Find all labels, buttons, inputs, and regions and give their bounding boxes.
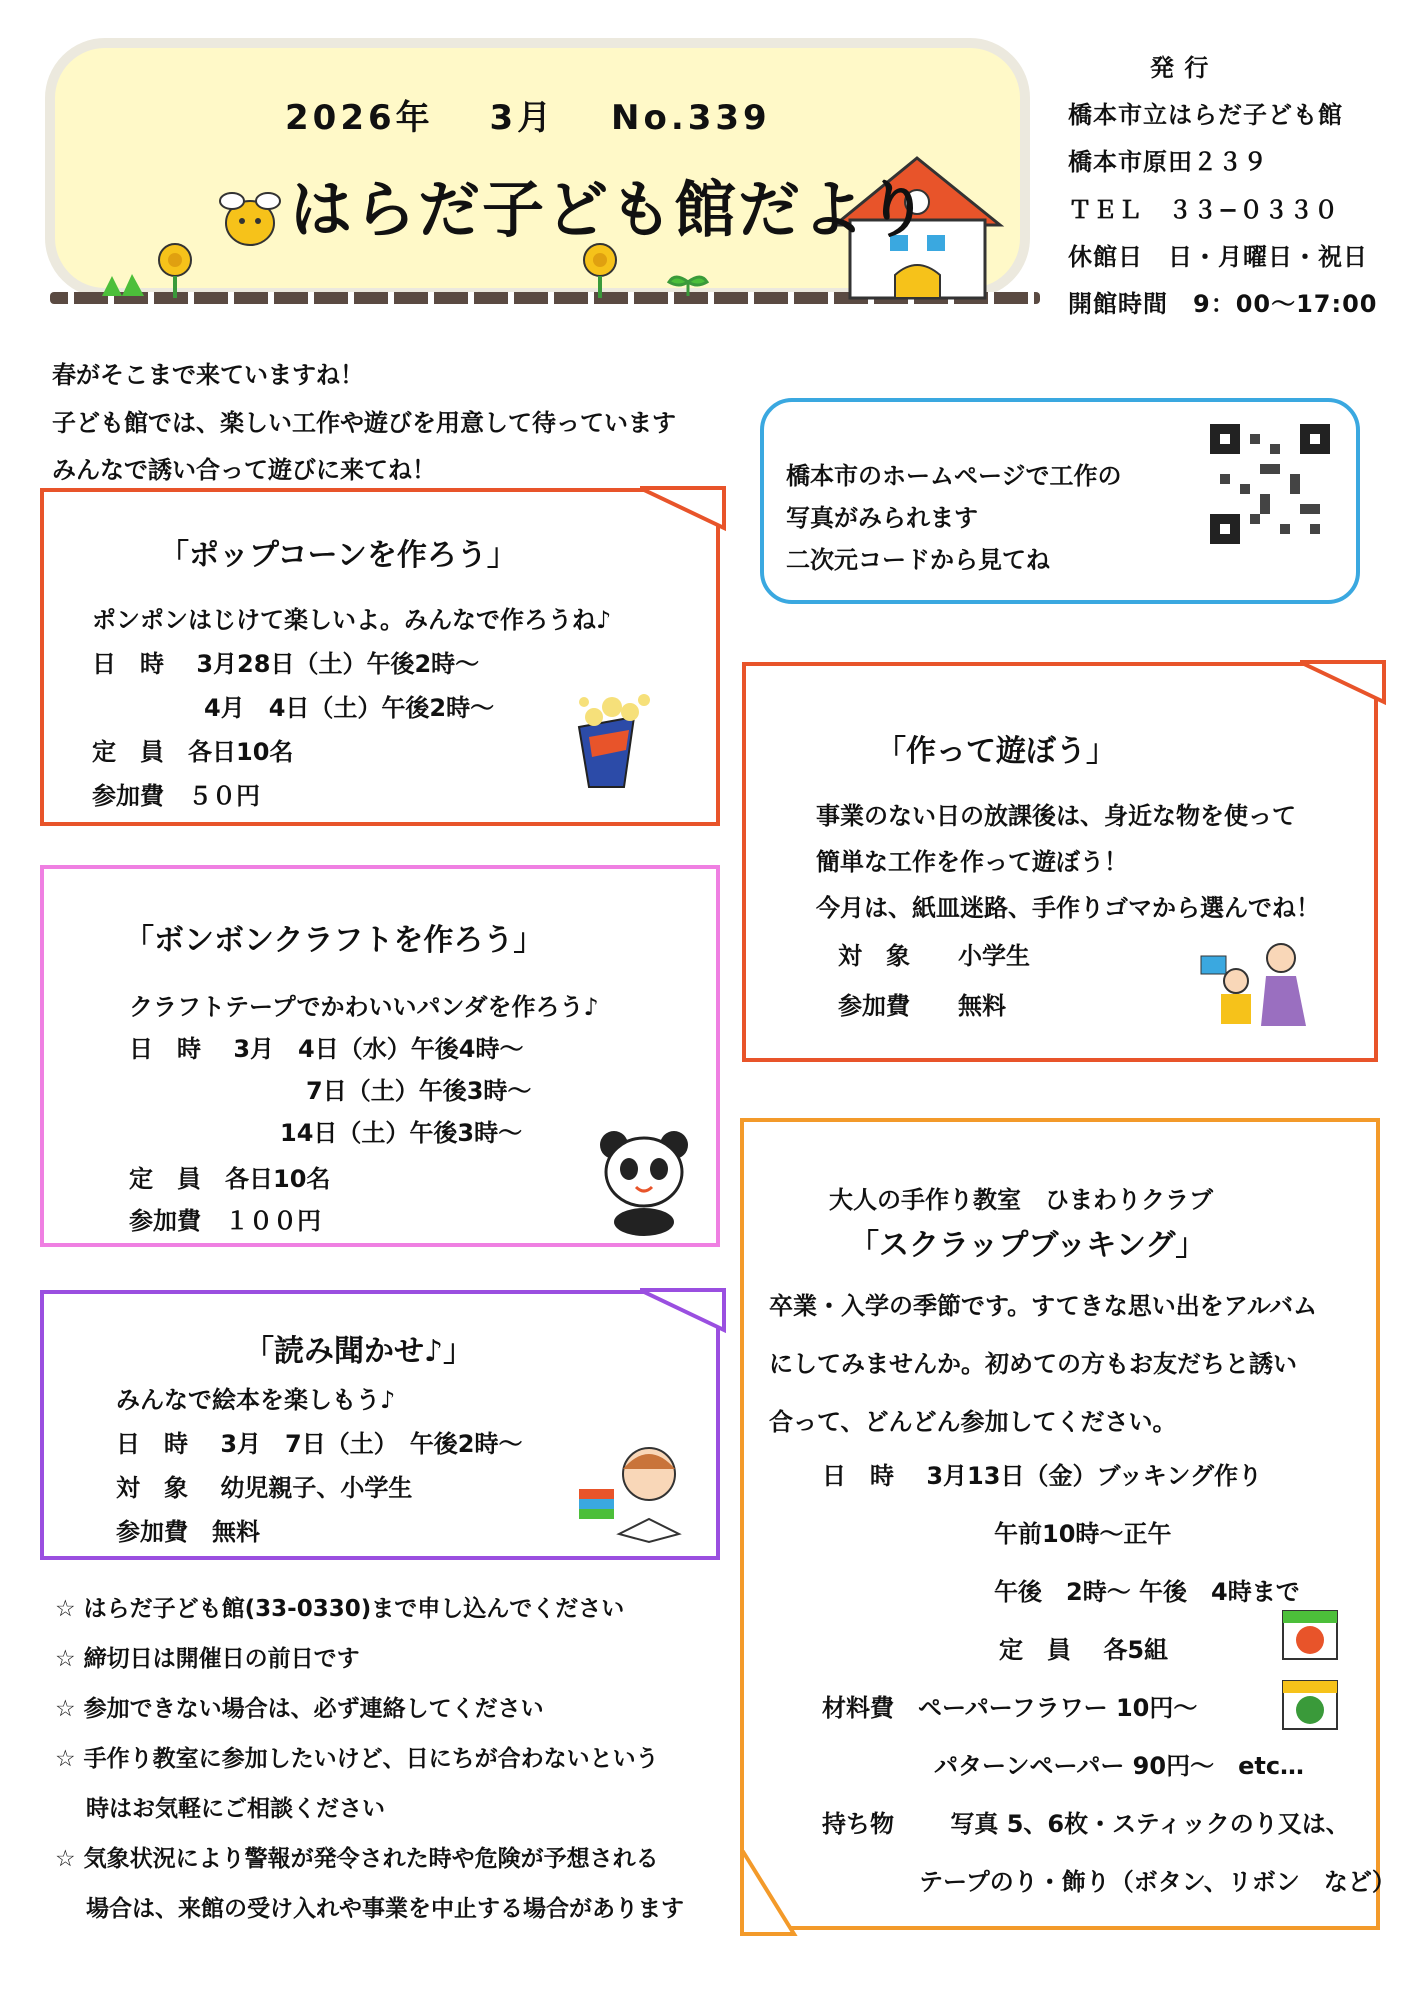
reading-title: 「読み聞かせ♪」 (244, 1334, 474, 1369)
homepage-line: 写真がみられます (786, 504, 978, 532)
sprout-icon (665, 268, 711, 298)
scrapbooking-box (740, 1118, 1396, 1930)
watermelon-sticker-icon (1282, 1680, 1338, 1730)
page-curl-icon (640, 1286, 726, 1334)
reading-target: 対 象 幼児親子、小学生 (116, 1474, 413, 1502)
play-box (742, 662, 1378, 1062)
scrap-capacity: 定 員 各5組 (999, 1636, 1169, 1664)
issue-month: 3月 (489, 98, 556, 138)
bonbon-date: 日 時 3月 4日（水）午後4時〜 (129, 1035, 524, 1063)
note-line: ☆ 手作り教室に参加したいけど、日にちが合わないという (55, 1746, 659, 1772)
note-line: 時はお気軽にご相談ください (55, 1796, 386, 1822)
sprout-icon (100, 268, 146, 298)
popcorn-fee: 参加費 ５０円 (92, 782, 260, 810)
bonbon-date: 7日（土）午後3時〜 (306, 1077, 532, 1105)
reading-desc: みんなで絵本を楽しもう♪ (116, 1386, 396, 1414)
homepage-line: 橋本市のホームページで工作の (786, 462, 1122, 490)
play-line: 事業のない日の放課後は、身近な物を使って (816, 802, 1296, 830)
page-curl-icon (738, 1850, 798, 1936)
reading-date: 日 時 3月 7日（土） 午後2時〜 (116, 1430, 523, 1458)
bee-icon (210, 185, 290, 255)
bonbon-fee: 参加費 １００円 (129, 1207, 321, 1235)
scrap-time: 午前10時〜正午 (994, 1520, 1172, 1548)
scrap-line: にしてみませんか。初めての方もお友だちと誘い (769, 1350, 1297, 1378)
popcorn-title: 「ポップコーンを作ろう」 (159, 538, 517, 573)
scrap-line: 合って、どんどん参加してください。 (769, 1408, 1177, 1436)
publisher-address: 橋本市原田２３９ (1068, 148, 1268, 176)
homepage-line: 二次元コードから見てね (786, 546, 1050, 574)
publisher-tel: ＴＥＬ ３３−０３３０ (1068, 196, 1340, 224)
play-line: 今月は、紙皿迷路、手作りゴマから選んでね！ (816, 894, 1320, 922)
scrap-date: 日 時 3月13日（金）ブッキング作り (822, 1462, 1263, 1490)
intro-line: 子ども館では、楽しい工作や遊びを用意して待っています (52, 409, 676, 437)
page-curl-icon (1300, 658, 1386, 706)
popcorn-desc: ポンポンはじけて楽しいよ。みんなで作ろうね♪ (92, 606, 612, 634)
scrap-time: 午後 2時〜 午後 4時まで (994, 1578, 1300, 1606)
popcorn-date: 4月 4日（土）午後2時〜 (204, 694, 495, 722)
bonbon-title: 「ボンボンクラフトを作ろう」 (124, 923, 544, 958)
play-fee: 参加費 無料 (838, 992, 1006, 1020)
reading-box (40, 1290, 720, 1560)
flower-decoration-icon (150, 240, 200, 300)
homepage-box (760, 398, 1360, 604)
play-target: 対 象 小学生 (838, 942, 1030, 970)
note-line: ☆ 締切日は開催日の前日です (55, 1646, 360, 1672)
popcorn-capacity: 定 員 各日10名 (92, 738, 294, 766)
popcorn-box (40, 488, 720, 826)
scrap-bring: テープのり・飾り（ボタン、リボン など） (919, 1868, 1396, 1896)
opening-hours: 開館時間 9：00〜17:00 (1068, 290, 1378, 318)
issue-line (285, 90, 811, 139)
intro-line: 春がそこまで来ていますね！ (52, 361, 364, 389)
bonbon-box (40, 865, 720, 1247)
bonbon-desc: クラフトテープでかわいいパンダを作ろう♪ (129, 993, 599, 1021)
play-title: 「作って遊ぼう」 (876, 734, 1116, 769)
popcorn-date: 日 時 3月28日（土）午後2時〜 (92, 650, 480, 678)
scrap-title: 「スクラップブッキング」 (849, 1228, 1206, 1263)
page-title: はらだ子ども館だより (290, 173, 931, 246)
closed-days: 休館日 日・月曜日・祝日 (1068, 243, 1368, 271)
page-curl-icon (640, 484, 726, 532)
bonbon-capacity: 定 員 各日10名 (129, 1165, 331, 1193)
scrap-line: 卒業・入学の季節です。すてきな思い出をアルバム (769, 1292, 1318, 1320)
issue-number: No.339 (611, 98, 771, 138)
flower-decoration-icon (575, 240, 625, 300)
note-line: ☆ 参加できない場合は、必ず連絡してください (55, 1696, 544, 1722)
note-line: ☆ 気象状況により警報が発令された時や危険が予想される (55, 1846, 659, 1872)
intro-line: みんなで誘い合って遊びに来てね！ (52, 456, 436, 484)
panda-icon (594, 1127, 694, 1237)
tomato-sticker-icon (1282, 1610, 1338, 1660)
parent-child-craft-icon (1196, 936, 1316, 1036)
popcorn-icon (564, 682, 664, 792)
note-line: 場合は、来館の受け入れや事業を中止する場合があります (55, 1896, 685, 1922)
scrap-material: 材料費 ペーパーフラワー 10円〜 (822, 1694, 1198, 1722)
reading-fee: 参加費 無料 (116, 1518, 260, 1546)
qr-code-icon[interactable] (1210, 424, 1330, 544)
publisher-label: 発 行 (1150, 54, 1210, 82)
issue-year: 2026年 (285, 98, 434, 138)
note-line: ☆ はらだ子ども館(33-0330)まで申し込んでください (55, 1596, 625, 1622)
play-line: 簡単な工作を作って遊ぼう！ (816, 848, 1128, 876)
publisher-name: 橋本市立はらだ子ども館 (1068, 101, 1343, 129)
scrap-bring: 持ち物 写真 5、6枚・スティックのり又は、 (822, 1810, 1350, 1838)
reading-child-icon (574, 1434, 704, 1544)
bonbon-date: 14日（土）午後3時〜 (280, 1119, 523, 1147)
scrap-club: 大人の手作り教室 ひまわりクラブ (829, 1186, 1213, 1214)
scrap-material: パターンペーパー 90円〜 etc… (934, 1752, 1305, 1780)
